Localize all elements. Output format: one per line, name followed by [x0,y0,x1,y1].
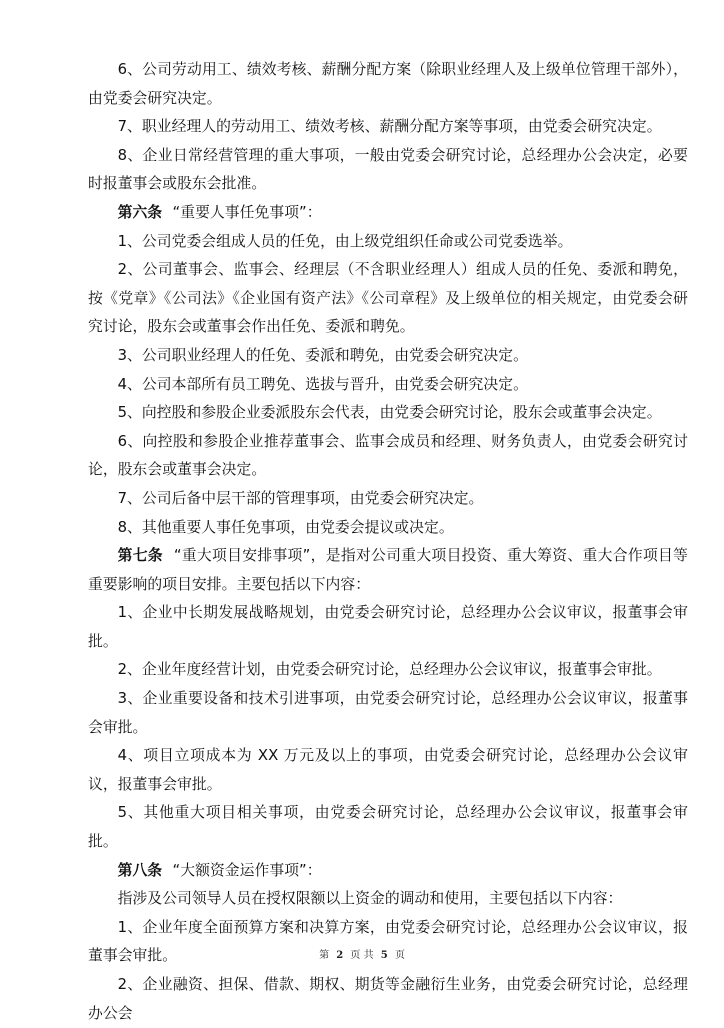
paragraph: 3、公司职业经理人的任免、委派和聘免，由党委会研究决定。 [117,346,528,364]
paragraph: 8、企业日常经营管理的重大事项，一般由党委会研究讨论，总经理办公会决定，必要时报董事会或股东会批准。 [88,146,688,193]
paragraph: 2、企业年度经营计划，由党委会研究讨论，总经理办公会议审议，报董事会审批。 [117,661,662,679]
paragraph: 1、公司党委会组成人员的任免，由上级党组织任命或公司党委选举。 [117,232,573,250]
paragraph: 4、公司本部所有员工聘免、选拔与晋升，由党委会研究决定。 [117,375,528,393]
paragraph: 3、企业重要设备和技术引进事项，由党委会研究讨论，总经理办公会议审议，报董事会审批。 [88,690,688,736]
paragraph: 指涉及公司领导人员在授权限额以上资金的调动和使用，主要包括以下内容： [117,890,623,908]
article-heading: 第八条 “大额资金运作事项”： [117,861,322,879]
document-body [88,56,688,1028]
page-footer [0,946,724,961]
article-number: 第六条 [117,203,163,221]
total-page-count: 5 [380,950,388,961]
paragraph: 8、其他重要人事任免事项，由党委会提议或决定。 [117,518,454,536]
paragraph: 7、公司后备中层干部的管理事项，由党委会研究决定。 [117,489,484,507]
footer-suffix: 页 [394,950,405,961]
article-number: 第八条 [117,861,163,879]
paragraph: 6、公司劳动用工、绩效考核、薪酬分配方案（除职业经理人及上级单位管理干部外），由党委会研究决定。 [88,61,688,107]
footer-prefix: 第 [319,950,330,961]
paragraph: 2、企业融资、担保、借款、期权、期货等金融衍生业务，由党委会研究讨论，总经理办公会 [88,976,688,1022]
article-number: 第七条 [117,547,163,565]
paragraph: 6、向控股和参股企业推荐董事会、监事会成员和经理、财务负责人，由党委会研究讨论，股东会或董事会决定。 [88,432,688,479]
paragraph: 4、项目立项成本为 XX 万元及以上的事项，由党委会研究讨论，总经理办公会议审议，报董事会审批。 [88,747,688,793]
paragraph: 5、向控股和参股企业委派股东会代表，由党委会研究讨论，股东会或董事会决定。 [117,404,662,422]
paragraph: 2、公司董事会、监事会、经理层（不含职业经理人）组成人员的任免、委派和聘免，按《党章》《公司法》《企业国有资产法》《公司章程》及上级单位的相关规定，由党委会研究讨论，股东会或董事会作出任免、委派和聘免。 [88,261,688,336]
footer-middle: 页 共 [350,950,374,961]
current-page-number: 2 [336,950,344,961]
paragraph: 1、企业年度全面预算方案和决算方案，由党委会研究讨论，总经理办公会议审议，报董事会审批。 [88,918,688,965]
paragraph: 5、其他重大项目相关事项，由党委会研究讨论，总经理办公会议审议，报董事会审批。 [88,804,688,851]
article-heading: 第六条 “重要人事任免事项”： [117,203,322,221]
paragraph: 1、企业中长期发展战略规划，由党委会研究讨论，总经理办公会议审议，报董事会审批。 [88,604,688,650]
paragraph: 7、职业经理人的劳动用工、绩效考核、薪酬分配方案等事项，由党委会研究决定。 [117,118,662,136]
article-heading: 第七条 “重大项目安排事项”，是指对公司重大项目投资、重大筹资、重大合作项目等重要影响的项目安排。主要包括以下内容： [88,547,688,593]
